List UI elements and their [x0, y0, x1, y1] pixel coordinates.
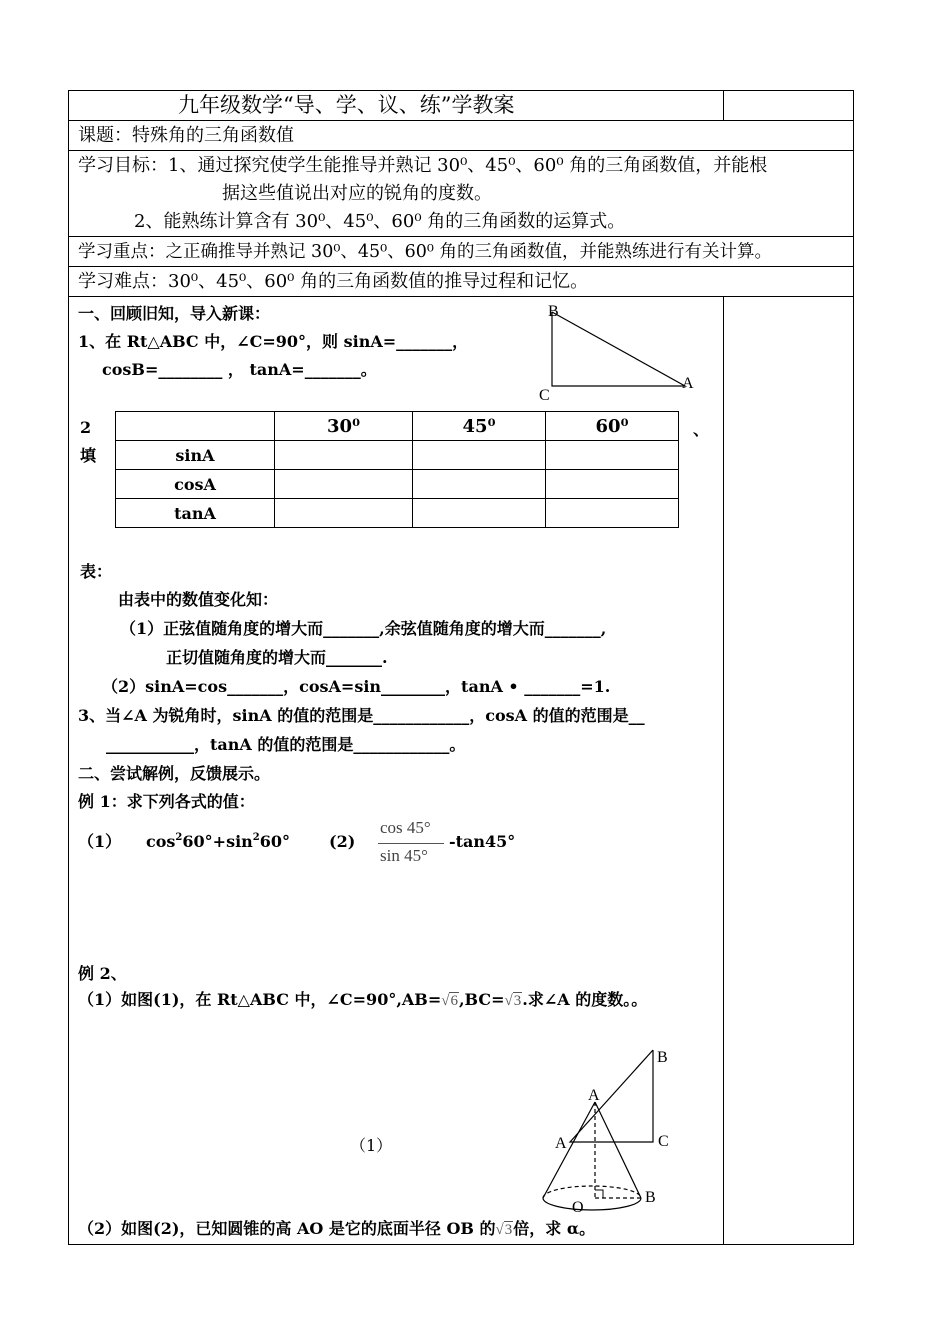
learning-goals-line-2: 据这些值说出对应的锐角的度数。	[222, 183, 492, 204]
example-1-part-2-label: (2)	[329, 832, 356, 851]
section-2-heading: 二、尝试解例，反馈展示。	[78, 764, 271, 783]
table-cell[interactable]	[275, 470, 413, 499]
table-header-45: 45⁰	[413, 412, 546, 441]
sqrt-3: √3	[504, 993, 522, 1009]
difficulty-point: 学习难点：30⁰、45⁰、60⁰ 角的三角函数值的推导过程和记忆。	[78, 271, 589, 292]
learning-goals-line-1: 学习目标：1、通过探究使学生能推导并熟记 30⁰、45⁰、60⁰ 角的三角函数值，并能根	[78, 155, 768, 176]
frame-left-border	[68, 90, 69, 1245]
frame-top-border	[68, 90, 854, 91]
example-1-fraction-denominator: sin 45°	[380, 846, 428, 865]
observation-1-line-1: （1）正弦值随角度的增大而_______,余弦值随角度的增大而_______,	[120, 619, 607, 638]
question-1-line-1: 1、在 Rt△ABC 中，∠C=90°，则 sinA=_______，	[78, 332, 469, 351]
table-row	[116, 470, 679, 499]
frame-title-column-divider	[723, 90, 724, 120]
cone-right-edge	[595, 1102, 641, 1198]
table-corner-cell	[116, 412, 275, 441]
lesson-topic: 课题：特殊角的三角函数值	[78, 125, 294, 146]
example-2-part-2-pre: （2）如图(2)，已知圆锥的高 AO 是它的底面半径 OB 的	[78, 1219, 496, 1238]
observation-intro: 由表中的数值变化知：	[118, 590, 279, 609]
example-1-fraction-numerator: cos 45°	[380, 818, 431, 837]
example-2-part-1-pre: （1）如图(1)，在 Rt△ABC 中，∠C=90°,AB=	[78, 990, 442, 1009]
sqrt-3-radicand: 3	[513, 993, 522, 1009]
example-1-part-1-expression: $\cos^260^\circ+\sin^260^\circ$	[146, 832, 291, 851]
cone-base-back	[543, 1186, 641, 1198]
question-1-line-2: cosB=________ ， tanA=_______。	[102, 360, 377, 379]
question-2-fill: 填	[80, 446, 97, 465]
section-1-heading: 一、回顾旧知，导入新课：	[78, 304, 271, 323]
fraction-bar	[378, 843, 444, 844]
table-cell[interactable]	[413, 470, 546, 499]
frame-bottom-border	[68, 1244, 854, 1245]
example-2-part-2-post: 倍，求 α。	[513, 1219, 596, 1238]
sqrt-6: √6	[441, 993, 458, 1009]
observation-1-line-2: 正切值随角度的增大而_______.	[166, 648, 388, 667]
example-2-title: 例 2、	[78, 964, 127, 983]
example-2-part-1-post: .求∠A 的度数。。	[522, 990, 648, 1009]
table-cell[interactable]	[546, 441, 679, 470]
sqrt-6-radicand: 6	[450, 993, 458, 1009]
vertex-b-label: B	[548, 303, 559, 320]
example-1-title: 例 1：求下列各式的值：	[78, 792, 255, 811]
sqrt-3-cone: √3	[495, 1222, 513, 1238]
figure-1-label: （1）	[350, 1136, 393, 1155]
question-2-table-word: 表：	[80, 562, 113, 581]
table-cell[interactable]	[413, 499, 546, 528]
triangle-and-cone-figure	[535, 1040, 705, 1220]
question-2-number: 2	[80, 418, 92, 437]
table-row-label: tanA	[116, 499, 275, 528]
frame-row-divider	[68, 150, 854, 151]
learning-goals-line-3: 2、能熟练计算含有 30⁰、45⁰、60⁰ 角的三角函数的运算式。	[134, 211, 626, 232]
trig-values-table	[115, 411, 679, 528]
vertex-a-label: A	[682, 375, 694, 392]
right-triangle-figure	[535, 298, 705, 406]
table-row	[116, 499, 679, 528]
table-header-60: 60⁰	[546, 412, 679, 441]
right-angle-mark	[595, 1190, 603, 1198]
triangle-outline	[552, 312, 685, 386]
cone-point-b: B	[645, 1189, 656, 1206]
table-cell[interactable]	[275, 499, 413, 528]
cone-center-o: O	[572, 1199, 584, 1216]
table-header-row	[116, 412, 679, 441]
figure-1-vertex-a: A	[555, 1135, 567, 1152]
key-point: 学习重点：之正确推导并熟记 30⁰、45⁰、60⁰ 角的三角函数值，并能熟练进行有关计算。	[78, 242, 772, 262]
frame-notes-column-divider	[723, 296, 724, 1244]
cone-left-edge	[543, 1102, 595, 1198]
figure-1-vertex-c: C	[658, 1133, 669, 1150]
frame-right-border	[853, 90, 854, 1245]
example-1-part-2-tail: -tan45°	[449, 832, 516, 851]
sqrt-3-cone-radicand: 3	[504, 1222, 513, 1238]
table-cell[interactable]	[546, 470, 679, 499]
question-2-comma: 、	[693, 420, 710, 439]
table-row-label: cosA	[116, 470, 275, 499]
example-2-part-1-mid: ,BC=	[458, 990, 505, 1009]
table-cell[interactable]	[413, 441, 546, 470]
question-3-line-1: 3、当∠A 为锐角时，sinA 的值的范围是____________，cosA 的值的范围是__	[78, 706, 645, 725]
frame-row-divider	[68, 296, 854, 297]
table-row	[116, 441, 679, 470]
cone-apex-a: A	[588, 1087, 600, 1104]
table-header-30: 30⁰	[275, 412, 413, 441]
table-cell[interactable]	[546, 499, 679, 528]
cone-base-front	[543, 1198, 641, 1210]
question-3-line-2: ___________，tanA 的值的范围是____________。	[106, 735, 466, 754]
figure-1-triangle	[570, 1050, 653, 1142]
example-1-part-1-label: （1）	[78, 832, 122, 851]
example-2-part-2	[78, 1217, 595, 1242]
example-2-part-1	[78, 988, 647, 1013]
frame-row-divider	[68, 236, 854, 237]
figure-1-vertex-b: B	[657, 1049, 668, 1066]
frame-row-divider	[68, 266, 854, 267]
page-title: 九年级数学“导、学、议、练”学教案	[178, 93, 515, 117]
vertex-c-label: C	[539, 387, 550, 404]
frame-row-divider	[68, 120, 854, 121]
observation-2: （2）sinA=cos_______，cosA=sin________，tanA • _______=1.	[102, 677, 611, 696]
table-cell[interactable]	[275, 441, 413, 470]
table-row-label: sinA	[116, 441, 275, 470]
